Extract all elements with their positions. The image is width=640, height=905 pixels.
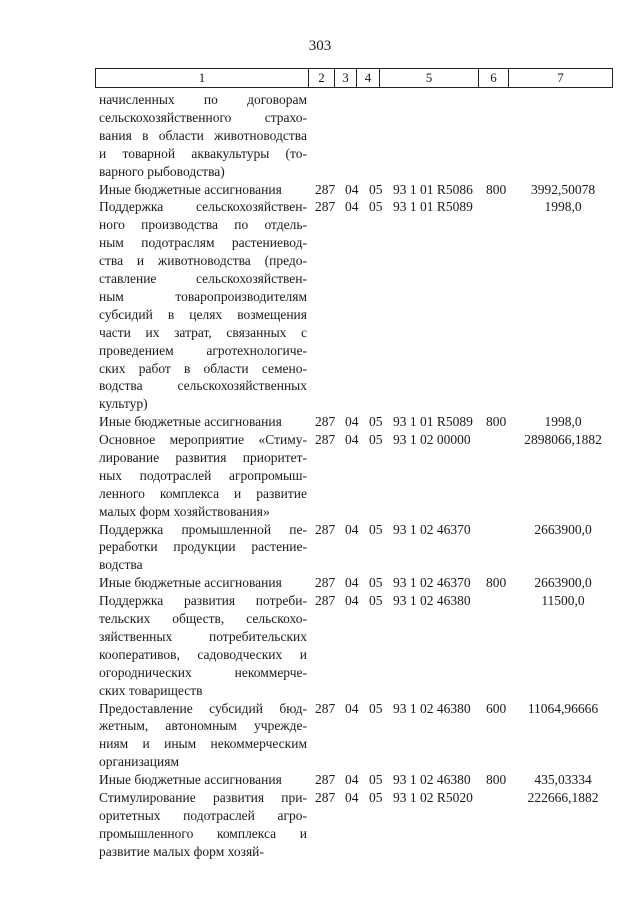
row-description — [99, 574, 307, 592]
target-item-code: 93 1 01 R5089 — [393, 414, 473, 430]
description-line: ным подотраслям растениевод- — [99, 235, 307, 251]
budget-table-body — [0, 91, 640, 861]
expense-type-code: 800 — [486, 772, 507, 788]
column-header-3: 3 — [335, 69, 357, 88]
row-description — [99, 771, 307, 789]
subsection-code: 05 — [369, 790, 383, 806]
gov-code: 287 — [315, 199, 336, 215]
section-code: 04 — [345, 521, 359, 537]
section-code: 04 — [345, 700, 359, 716]
target-item-code: 93 1 01 R5089 — [393, 199, 473, 215]
amount: 1998,0 — [544, 199, 582, 215]
gov-code: 287 — [315, 575, 336, 591]
subsection-code: 05 — [369, 700, 383, 716]
row-description — [99, 431, 307, 521]
description-line: Поддержка сельскохозяйствен- — [99, 199, 307, 215]
description-line: ства и животноводства (предо- — [99, 253, 307, 269]
description-line: Иные бюджетные ассигнования — [99, 575, 282, 591]
gov-code: 287 — [315, 432, 336, 448]
description-line: тельских обществ, сельскохо- — [99, 611, 307, 627]
description-line: водства сельскохозяйственных — [99, 378, 307, 394]
description-line: ставление сельскохозяйствен- — [99, 271, 307, 287]
row-description — [99, 413, 307, 431]
column-header-4: 4 — [357, 69, 380, 88]
expense-type-code: 800 — [486, 181, 507, 197]
target-item-code: 93 1 01 R5086 — [393, 181, 473, 197]
section-code: 04 — [345, 575, 359, 591]
description-line: огороднических некоммерче- — [99, 664, 307, 680]
description-line: субсидий в целях возмещения — [99, 306, 307, 322]
description-line: части их затрат, связанных с — [99, 324, 307, 340]
column-header-5: 5 — [380, 69, 479, 88]
subsection-code: 05 — [369, 181, 383, 197]
description-line: малых форм хозяйствования» — [99, 503, 270, 519]
description-line: ных подотраслей агропромыш- — [99, 467, 307, 483]
description-line: промышленного комплекса и — [99, 825, 307, 841]
amount: 2663900,0 — [534, 521, 592, 537]
description-line: ниям и иным некоммерческим — [99, 736, 307, 752]
target-item-code: 93 1 02 00000 — [393, 432, 471, 448]
target-item-code: 93 1 02 46370 — [393, 521, 471, 537]
subsection-code: 05 — [369, 414, 383, 430]
description-line: оритетных подотраслей агро- — [99, 807, 307, 823]
row-description — [99, 789, 307, 861]
description-line: ного производства по отдель- — [99, 217, 307, 233]
description-line: Стимулирование развития при- — [99, 790, 307, 806]
subsection-code: 05 — [369, 521, 383, 537]
section-code: 04 — [345, 414, 359, 430]
description-line: лирование развития приоритет- — [99, 449, 307, 465]
target-item-code: 93 1 02 46380 — [393, 700, 471, 716]
description-line: развитие малых форм хозяй- — [99, 843, 264, 859]
amount: 11500,0 — [541, 593, 585, 609]
description-line: ным товаропроизводителям — [99, 288, 307, 304]
target-item-code: 93 1 02 46380 — [393, 593, 471, 609]
table-row — [0, 181, 640, 199]
column-header-6: 6 — [479, 69, 509, 88]
column-header-table — [95, 68, 613, 88]
amount: 222666,1882 — [527, 790, 599, 806]
amount: 1998,0 — [544, 414, 582, 430]
column-header-7: 7 — [509, 69, 613, 88]
description-line: Иные бюджетные ассигнования — [99, 414, 282, 430]
amount: 11064,96666 — [527, 700, 599, 716]
description-line: Иные бюджетные ассигнования — [99, 181, 282, 197]
gov-code: 287 — [315, 790, 336, 806]
description-line: Предоставление субсидий бюд- — [99, 700, 307, 716]
subsection-code: 05 — [369, 432, 383, 448]
description-line: вания в области животноводства — [99, 127, 307, 143]
subsection-code: 05 — [369, 593, 383, 609]
row-description — [99, 592, 307, 699]
table-row — [0, 431, 640, 521]
expense-type-code: 800 — [486, 575, 507, 591]
section-code: 04 — [345, 772, 359, 788]
section-code: 04 — [345, 432, 359, 448]
gov-code: 287 — [315, 593, 336, 609]
description-line: Поддержка промышленной пе- — [99, 521, 307, 537]
row-description — [99, 521, 307, 575]
amount: 435,03334 — [534, 772, 592, 788]
row-description — [99, 181, 307, 199]
description-line: культур) — [99, 396, 148, 412]
expense-type-code: 600 — [486, 700, 507, 716]
description-line: организациям — [99, 754, 180, 770]
table-row — [0, 771, 640, 789]
amount: 2663900,0 — [534, 575, 592, 591]
page-number: 303 — [308, 38, 332, 54]
description-line: варного рыбоводства) — [99, 163, 225, 179]
description-line: жетным, автономным учрежде- — [99, 718, 307, 734]
gov-code: 287 — [315, 414, 336, 430]
description-line: ских работ в области семено- — [99, 360, 307, 376]
table-row — [0, 91, 640, 181]
gov-code: 287 — [315, 772, 336, 788]
description-line: ских товариществ — [99, 682, 203, 698]
description-line: и товарной аквакультуры (то- — [99, 145, 307, 161]
description-line: ленного комплекса и развитие — [99, 485, 307, 501]
description-line: водства — [99, 557, 143, 573]
section-code: 04 — [345, 181, 359, 197]
description-line: реработки продукции растение- — [99, 539, 307, 555]
table-row — [0, 700, 640, 772]
description-line: кооперативов, садоводческих и — [99, 646, 307, 662]
subsection-code: 05 — [369, 575, 383, 591]
section-code: 04 — [345, 199, 359, 215]
row-description — [99, 700, 307, 772]
description-line: Иные бюджетные ассигнования — [99, 772, 282, 788]
description-line: начисленных по договорам — [99, 92, 307, 107]
table-row — [0, 413, 640, 431]
section-code: 04 — [345, 593, 359, 609]
table-row — [0, 592, 640, 699]
amount: 2898066,1882 — [524, 432, 602, 448]
row-description — [99, 198, 307, 413]
table-row — [0, 789, 640, 861]
table-row — [0, 521, 640, 575]
gov-code: 287 — [315, 521, 336, 537]
gov-code: 287 — [315, 700, 336, 716]
subsection-code: 05 — [369, 772, 383, 788]
gov-code: 287 — [315, 181, 336, 197]
target-item-code: 93 1 02 46370 — [393, 575, 471, 591]
description-line: сельскохозяйственного страхо- — [99, 109, 307, 125]
description-line: Основное мероприятие «Стиму- — [99, 432, 307, 448]
target-item-code: 93 1 02 R5020 — [393, 790, 473, 806]
column-header-2: 2 — [309, 69, 335, 88]
description-line: зяйственных потребительских — [99, 628, 307, 644]
target-item-code: 93 1 02 46380 — [393, 772, 471, 788]
subsection-code: 05 — [369, 199, 383, 215]
description-line: проведением агротехнологиче- — [99, 342, 307, 358]
table-row — [0, 198, 640, 413]
expense-type-code: 800 — [486, 414, 507, 430]
section-code: 04 — [345, 790, 359, 806]
column-header-1: 1 — [96, 69, 309, 88]
amount: 3992,50078 — [530, 181, 596, 197]
row-description — [99, 91, 307, 181]
table-row — [0, 574, 640, 592]
description-line: Поддержка развития потреби- — [99, 593, 307, 609]
